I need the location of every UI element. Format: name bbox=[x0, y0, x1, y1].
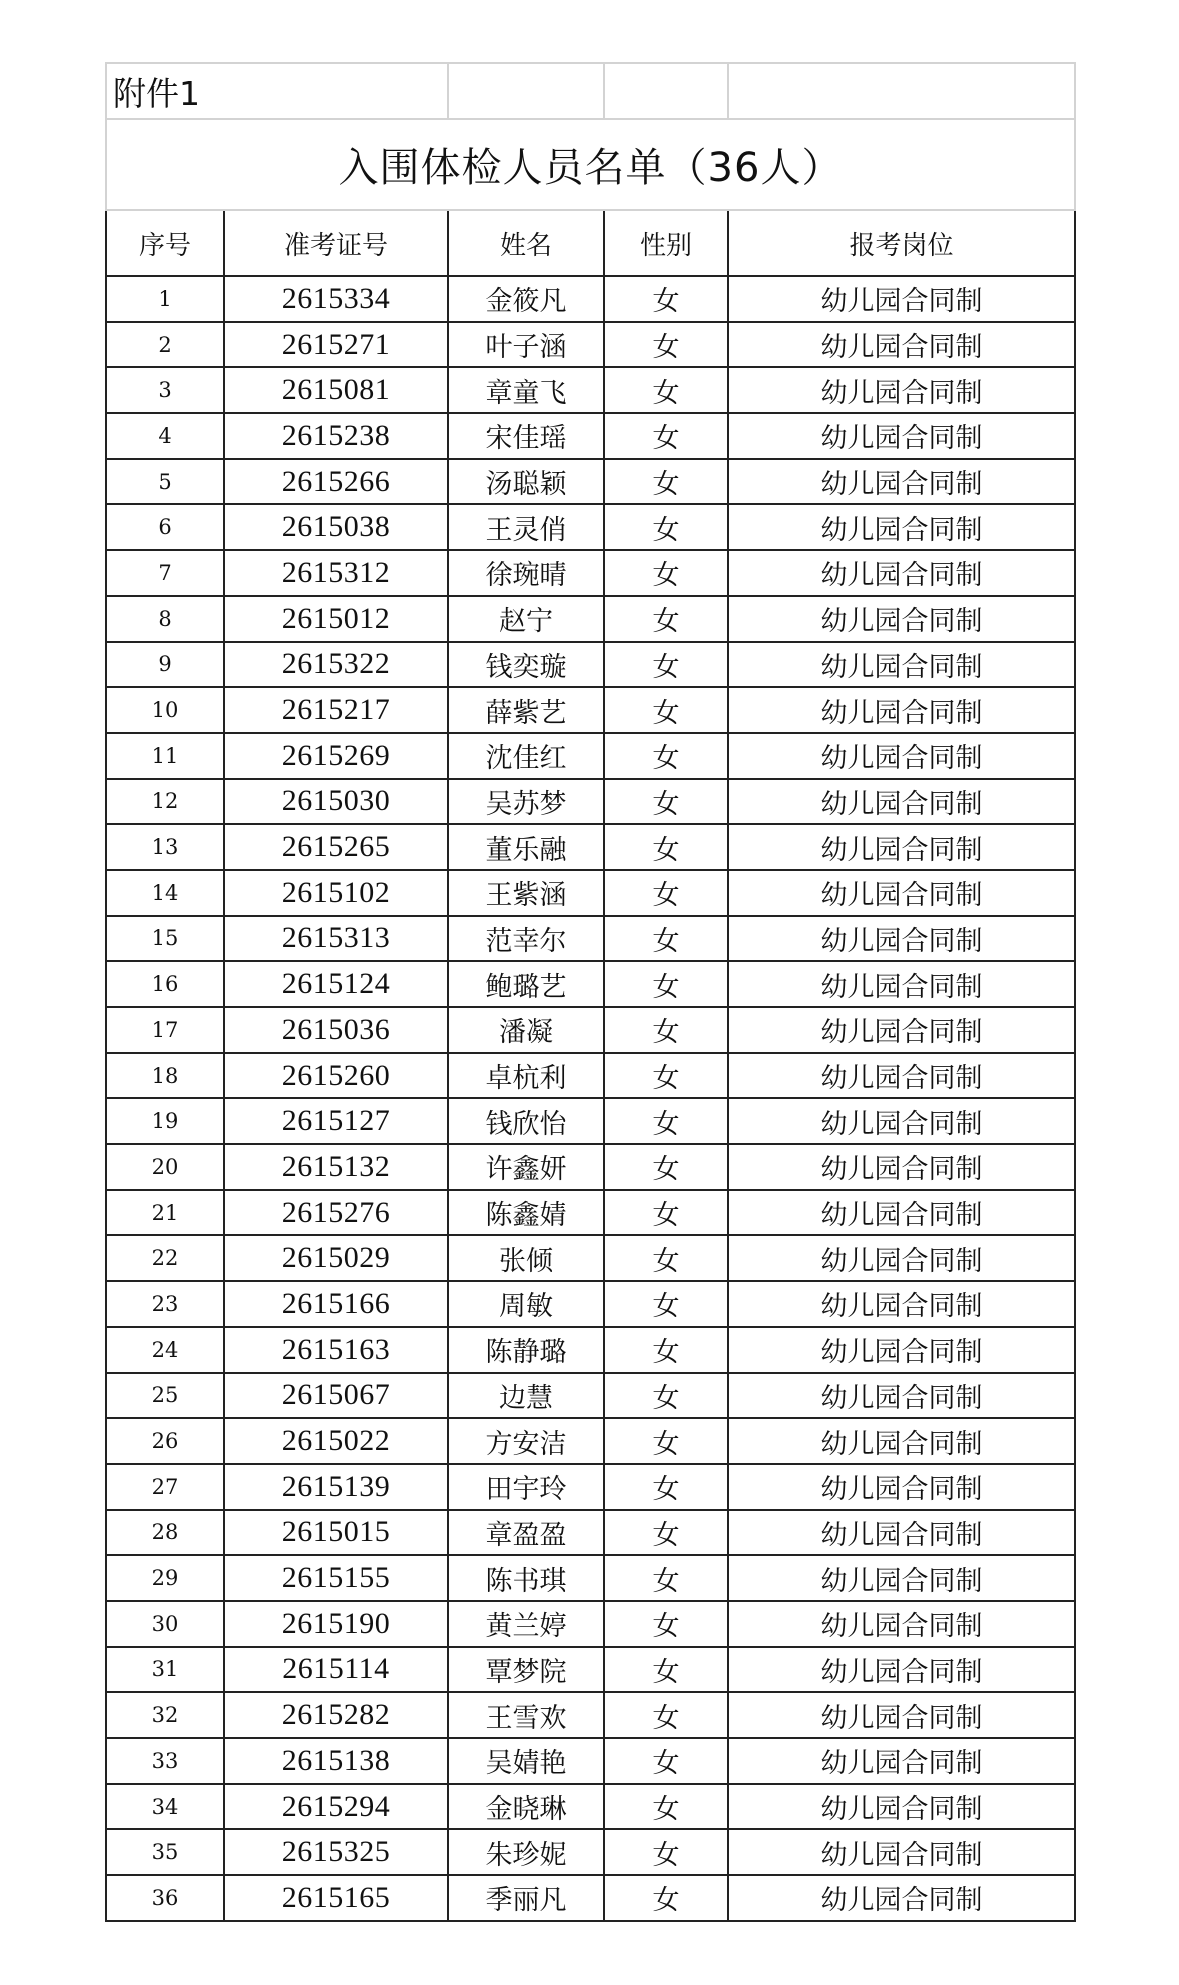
cell-name: 边慧 bbox=[448, 1373, 604, 1419]
table-row bbox=[106, 1784, 1075, 1830]
table-row bbox=[106, 687, 1075, 733]
cell-position: 幼儿园合同制 bbox=[728, 1601, 1075, 1647]
cell-name: 金晓琳 bbox=[448, 1784, 604, 1830]
header-position: 报考岗位 bbox=[728, 210, 1075, 276]
table-row bbox=[106, 367, 1075, 413]
cell-seq: 35 bbox=[106, 1829, 224, 1875]
cell-exam-no: 2615030 bbox=[224, 779, 448, 825]
table-row bbox=[106, 779, 1075, 825]
cell-exam-no: 2615294 bbox=[224, 1784, 448, 1830]
cell-gender: 女 bbox=[604, 1555, 728, 1601]
table-row bbox=[106, 1235, 1075, 1281]
cell-gender: 女 bbox=[604, 1190, 728, 1236]
table-row bbox=[106, 1373, 1075, 1419]
cell-exam-no: 2615238 bbox=[224, 413, 448, 459]
cell-seq: 2 bbox=[106, 322, 224, 368]
cell-position: 幼儿园合同制 bbox=[728, 1098, 1075, 1144]
cell-exam-no: 2615038 bbox=[224, 504, 448, 550]
cell-seq: 5 bbox=[106, 459, 224, 505]
cell-name: 钱欣怡 bbox=[448, 1098, 604, 1144]
cell-position: 幼儿园合同制 bbox=[728, 1555, 1075, 1601]
cell-position: 幼儿园合同制 bbox=[728, 1418, 1075, 1464]
cell-seq: 10 bbox=[106, 687, 224, 733]
cell-seq: 27 bbox=[106, 1464, 224, 1510]
table-row bbox=[106, 1053, 1075, 1099]
cell-gender: 女 bbox=[604, 1144, 728, 1190]
cell-exam-no: 2615124 bbox=[224, 961, 448, 1007]
cell-exam-no: 2615132 bbox=[224, 1144, 448, 1190]
cell-exam-no: 2615282 bbox=[224, 1692, 448, 1738]
cell-position: 幼儿园合同制 bbox=[728, 1784, 1075, 1830]
cell-position: 幼儿园合同制 bbox=[728, 1738, 1075, 1784]
cell-seq: 25 bbox=[106, 1373, 224, 1419]
cell-exam-no: 2615163 bbox=[224, 1327, 448, 1373]
cell-gender: 女 bbox=[604, 779, 728, 825]
cell-exam-no: 2615271 bbox=[224, 322, 448, 368]
cell-exam-no: 2615313 bbox=[224, 916, 448, 962]
cell-exam-no: 2615081 bbox=[224, 367, 448, 413]
cell-name: 覃梦院 bbox=[448, 1647, 604, 1693]
cell-gender: 女 bbox=[604, 824, 728, 870]
cell-seq: 9 bbox=[106, 642, 224, 688]
cell-gender: 女 bbox=[604, 322, 728, 368]
cell-seq: 20 bbox=[106, 1144, 224, 1190]
cell-position: 幼儿园合同制 bbox=[728, 870, 1075, 916]
cell-exam-no: 2615166 bbox=[224, 1281, 448, 1327]
cell-gender: 女 bbox=[604, 1373, 728, 1419]
cell-seq: 19 bbox=[106, 1098, 224, 1144]
cell-name: 季丽凡 bbox=[448, 1875, 604, 1921]
document-title: 入围体检人员名单（36人） bbox=[106, 119, 1075, 210]
cell-position: 幼儿园合同制 bbox=[728, 1875, 1075, 1921]
table-row bbox=[106, 550, 1075, 596]
cell-gender: 女 bbox=[604, 687, 728, 733]
cell-gender: 女 bbox=[604, 1053, 728, 1099]
table-row bbox=[106, 961, 1075, 1007]
cell-name: 王灵俏 bbox=[448, 504, 604, 550]
cell-gender: 女 bbox=[604, 367, 728, 413]
cell-seq: 11 bbox=[106, 733, 224, 779]
cell-seq: 23 bbox=[106, 1281, 224, 1327]
cell-seq: 32 bbox=[106, 1692, 224, 1738]
cell-gender: 女 bbox=[604, 1601, 728, 1647]
table-row bbox=[106, 642, 1075, 688]
cell-exam-no: 2615165 bbox=[224, 1875, 448, 1921]
cell-position: 幼儿园合同制 bbox=[728, 1144, 1075, 1190]
cell-position: 幼儿园合同制 bbox=[728, 367, 1075, 413]
cell-gender: 女 bbox=[604, 1829, 728, 1875]
cell-seq: 30 bbox=[106, 1601, 224, 1647]
cell-gender: 女 bbox=[604, 642, 728, 688]
cell-name: 王紫涵 bbox=[448, 870, 604, 916]
cell-seq: 3 bbox=[106, 367, 224, 413]
cell-exam-no: 2615127 bbox=[224, 1098, 448, 1144]
cell-position: 幼儿园合同制 bbox=[728, 1829, 1075, 1875]
cell-gender: 女 bbox=[604, 1647, 728, 1693]
cell-position: 幼儿园合同制 bbox=[728, 413, 1075, 459]
cell-name: 章盈盈 bbox=[448, 1510, 604, 1556]
cell-gender: 女 bbox=[604, 870, 728, 916]
cell-exam-no: 2615022 bbox=[224, 1418, 448, 1464]
cell-name: 卓杭利 bbox=[448, 1053, 604, 1099]
cell-seq: 15 bbox=[106, 916, 224, 962]
cell-gender: 女 bbox=[604, 1281, 728, 1327]
table-row bbox=[106, 1098, 1075, 1144]
cell-exam-no: 2615102 bbox=[224, 870, 448, 916]
cell-position: 幼儿园合同制 bbox=[728, 504, 1075, 550]
attachment-row bbox=[106, 63, 1075, 119]
cell-name: 赵宁 bbox=[448, 596, 604, 642]
cell-seq: 34 bbox=[106, 1784, 224, 1830]
cell-gender: 女 bbox=[604, 1692, 728, 1738]
cell-name: 鲍璐艺 bbox=[448, 961, 604, 1007]
cell-name: 周敏 bbox=[448, 1281, 604, 1327]
cell-seq: 13 bbox=[106, 824, 224, 870]
table-row bbox=[106, 870, 1075, 916]
cell-seq: 6 bbox=[106, 504, 224, 550]
cell-exam-no: 2615155 bbox=[224, 1555, 448, 1601]
cell-position: 幼儿园合同制 bbox=[728, 1692, 1075, 1738]
cell-name: 徐琬晴 bbox=[448, 550, 604, 596]
cell-gender: 女 bbox=[604, 1875, 728, 1921]
cell-exam-no: 2615260 bbox=[224, 1053, 448, 1099]
table-row bbox=[106, 1007, 1075, 1053]
cell-name: 许鑫妍 bbox=[448, 1144, 604, 1190]
cell-gender: 女 bbox=[604, 596, 728, 642]
attachment-empty-cell bbox=[728, 63, 1075, 119]
table-row bbox=[106, 413, 1075, 459]
table-row bbox=[106, 1327, 1075, 1373]
cell-gender: 女 bbox=[604, 1784, 728, 1830]
attachment-empty-cell bbox=[448, 63, 604, 119]
cell-gender: 女 bbox=[604, 1235, 728, 1281]
cell-exam-no: 2615015 bbox=[224, 1510, 448, 1556]
cell-position: 幼儿园合同制 bbox=[728, 1281, 1075, 1327]
cell-position: 幼儿园合同制 bbox=[728, 687, 1075, 733]
cell-name: 董乐融 bbox=[448, 824, 604, 870]
cell-position: 幼儿园合同制 bbox=[728, 276, 1075, 322]
cell-exam-no: 2615114 bbox=[224, 1647, 448, 1693]
header-name: 姓名 bbox=[448, 210, 604, 276]
cell-position: 幼儿园合同制 bbox=[728, 1235, 1075, 1281]
cell-position: 幼儿园合同制 bbox=[728, 916, 1075, 962]
cell-gender: 女 bbox=[604, 504, 728, 550]
cell-position: 幼儿园合同制 bbox=[728, 1647, 1075, 1693]
table-row bbox=[106, 824, 1075, 870]
cell-position: 幼儿园合同制 bbox=[728, 642, 1075, 688]
cell-name: 潘凝 bbox=[448, 1007, 604, 1053]
cell-gender: 女 bbox=[604, 1327, 728, 1373]
cell-exam-no: 2615012 bbox=[224, 596, 448, 642]
table-row bbox=[106, 1418, 1075, 1464]
cell-name: 汤聪颖 bbox=[448, 459, 604, 505]
cell-name: 金筱凡 bbox=[448, 276, 604, 322]
cell-exam-no: 2615334 bbox=[224, 276, 448, 322]
cell-seq: 33 bbox=[106, 1738, 224, 1784]
cell-name: 朱珍妮 bbox=[448, 1829, 604, 1875]
roster-body bbox=[106, 276, 1075, 1921]
cell-seq: 14 bbox=[106, 870, 224, 916]
cell-seq: 17 bbox=[106, 1007, 224, 1053]
cell-position: 幼儿园合同制 bbox=[728, 1053, 1075, 1099]
attachment-empty-cell bbox=[604, 63, 728, 119]
cell-name: 章童飞 bbox=[448, 367, 604, 413]
cell-name: 吴婧艳 bbox=[448, 1738, 604, 1784]
cell-position: 幼儿园合同制 bbox=[728, 733, 1075, 779]
cell-position: 幼儿园合同制 bbox=[728, 961, 1075, 1007]
cell-seq: 7 bbox=[106, 550, 224, 596]
cell-gender: 女 bbox=[604, 961, 728, 1007]
cell-name: 黄兰婷 bbox=[448, 1601, 604, 1647]
cell-exam-no: 2615139 bbox=[224, 1464, 448, 1510]
cell-gender: 女 bbox=[604, 1510, 728, 1556]
table-row bbox=[106, 276, 1075, 322]
cell-gender: 女 bbox=[604, 1007, 728, 1053]
table-row bbox=[106, 322, 1075, 368]
cell-name: 钱奕璇 bbox=[448, 642, 604, 688]
cell-position: 幼儿园合同制 bbox=[728, 1007, 1075, 1053]
table-row bbox=[106, 1647, 1075, 1693]
table-row bbox=[106, 1464, 1075, 1510]
cell-gender: 女 bbox=[604, 459, 728, 505]
cell-gender: 女 bbox=[604, 733, 728, 779]
table-row bbox=[106, 1738, 1075, 1784]
cell-gender: 女 bbox=[604, 276, 728, 322]
cell-position: 幼儿园合同制 bbox=[728, 1510, 1075, 1556]
cell-name: 吴苏梦 bbox=[448, 779, 604, 825]
cell-gender: 女 bbox=[604, 1418, 728, 1464]
cell-seq: 22 bbox=[106, 1235, 224, 1281]
table-row bbox=[106, 1281, 1075, 1327]
table-row bbox=[106, 596, 1075, 642]
attachment-label: 附件1 bbox=[106, 63, 448, 119]
cell-exam-no: 2615067 bbox=[224, 1373, 448, 1419]
header-exam-no: 准考证号 bbox=[224, 210, 448, 276]
cell-name: 王雪欢 bbox=[448, 1692, 604, 1738]
cell-exam-no: 2615217 bbox=[224, 687, 448, 733]
table-row bbox=[106, 504, 1075, 550]
roster-table bbox=[105, 62, 1076, 1922]
cell-name: 方安洁 bbox=[448, 1418, 604, 1464]
cell-exam-no: 2615325 bbox=[224, 1829, 448, 1875]
table-row bbox=[106, 916, 1075, 962]
header-seq: 序号 bbox=[106, 210, 224, 276]
cell-gender: 女 bbox=[604, 916, 728, 962]
cell-exam-no: 2615312 bbox=[224, 550, 448, 596]
cell-name: 叶子涵 bbox=[448, 322, 604, 368]
cell-seq: 16 bbox=[106, 961, 224, 1007]
cell-exam-no: 2615036 bbox=[224, 1007, 448, 1053]
roster-sheet bbox=[105, 62, 1074, 1922]
cell-exam-no: 2615190 bbox=[224, 1601, 448, 1647]
cell-gender: 女 bbox=[604, 413, 728, 459]
cell-seq: 26 bbox=[106, 1418, 224, 1464]
cell-position: 幼儿园合同制 bbox=[728, 459, 1075, 505]
cell-seq: 36 bbox=[106, 1875, 224, 1921]
table-row bbox=[106, 459, 1075, 505]
cell-seq: 29 bbox=[106, 1555, 224, 1601]
cell-seq: 8 bbox=[106, 596, 224, 642]
table-row bbox=[106, 1190, 1075, 1236]
table-row bbox=[106, 1555, 1075, 1601]
cell-position: 幼儿园合同制 bbox=[728, 824, 1075, 870]
table-row bbox=[106, 1692, 1075, 1738]
cell-name: 张倾 bbox=[448, 1235, 604, 1281]
table-row bbox=[106, 1601, 1075, 1647]
cell-exam-no: 2615138 bbox=[224, 1738, 448, 1784]
cell-name: 田宇玲 bbox=[448, 1464, 604, 1510]
table-row bbox=[106, 1829, 1075, 1875]
cell-name: 范幸尔 bbox=[448, 916, 604, 962]
cell-name: 陈静璐 bbox=[448, 1327, 604, 1373]
cell-exam-no: 2615276 bbox=[224, 1190, 448, 1236]
cell-position: 幼儿园合同制 bbox=[728, 1373, 1075, 1419]
cell-position: 幼儿园合同制 bbox=[728, 779, 1075, 825]
cell-seq: 24 bbox=[106, 1327, 224, 1373]
title-row bbox=[106, 119, 1075, 210]
header-gender: 性别 bbox=[604, 210, 728, 276]
table-row bbox=[106, 1510, 1075, 1556]
cell-gender: 女 bbox=[604, 1738, 728, 1784]
cell-name: 薛紫艺 bbox=[448, 687, 604, 733]
cell-position: 幼儿园合同制 bbox=[728, 550, 1075, 596]
table-row bbox=[106, 1875, 1075, 1921]
cell-name: 陈书琪 bbox=[448, 1555, 604, 1601]
cell-exam-no: 2615269 bbox=[224, 733, 448, 779]
table-row bbox=[106, 1144, 1075, 1190]
cell-seq: 4 bbox=[106, 413, 224, 459]
cell-name: 沈佳红 bbox=[448, 733, 604, 779]
cell-seq: 18 bbox=[106, 1053, 224, 1099]
cell-position: 幼儿园合同制 bbox=[728, 322, 1075, 368]
table-row bbox=[106, 733, 1075, 779]
header-row bbox=[106, 210, 1075, 276]
cell-exam-no: 2615265 bbox=[224, 824, 448, 870]
cell-exam-no: 2615029 bbox=[224, 1235, 448, 1281]
cell-seq: 28 bbox=[106, 1510, 224, 1556]
cell-seq: 1 bbox=[106, 276, 224, 322]
cell-name: 宋佳瑶 bbox=[448, 413, 604, 459]
cell-position: 幼儿园合同制 bbox=[728, 596, 1075, 642]
cell-position: 幼儿园合同制 bbox=[728, 1327, 1075, 1373]
cell-seq: 31 bbox=[106, 1647, 224, 1693]
cell-seq: 12 bbox=[106, 779, 224, 825]
cell-gender: 女 bbox=[604, 1464, 728, 1510]
cell-position: 幼儿园合同制 bbox=[728, 1464, 1075, 1510]
cell-position: 幼儿园合同制 bbox=[728, 1190, 1075, 1236]
cell-gender: 女 bbox=[604, 550, 728, 596]
cell-name: 陈鑫婧 bbox=[448, 1190, 604, 1236]
cell-seq: 21 bbox=[106, 1190, 224, 1236]
cell-exam-no: 2615322 bbox=[224, 642, 448, 688]
cell-exam-no: 2615266 bbox=[224, 459, 448, 505]
cell-gender: 女 bbox=[604, 1098, 728, 1144]
